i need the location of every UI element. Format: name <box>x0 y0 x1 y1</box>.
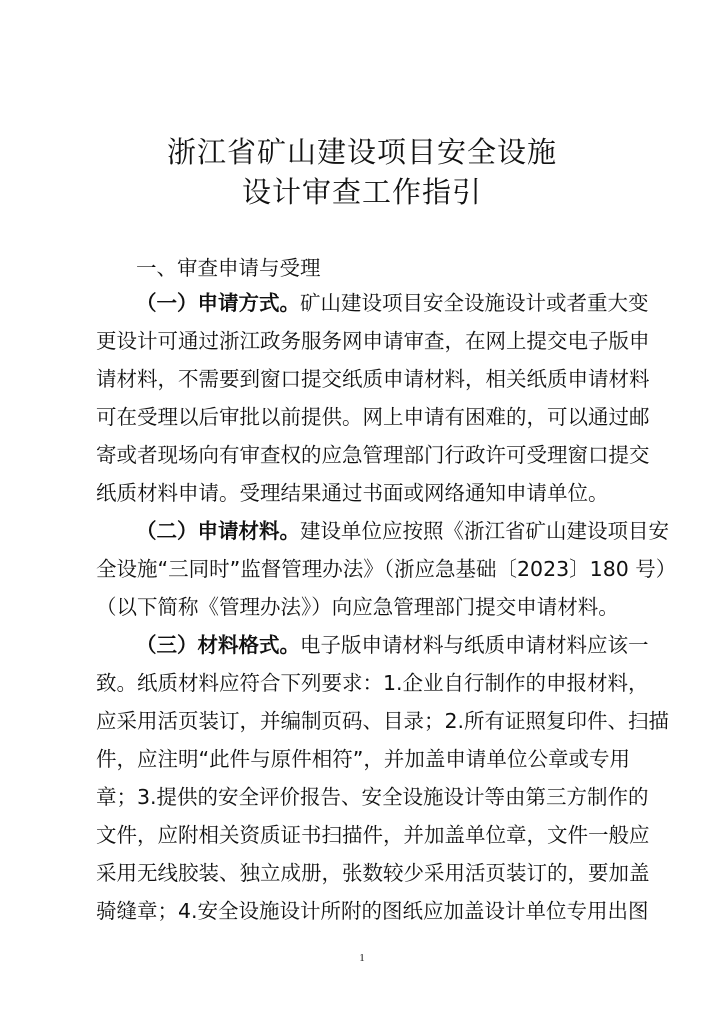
paragraph-line: 章；3.提供的安全评价报告、安全设施设计等由第三方制作的 <box>96 785 649 809</box>
document-title-line-1: 浙江省矿山建设项目安全设施 <box>166 135 557 169</box>
paragraph-line: 更设计可通过浙江政务服务网申请审查，在网上提交电子版申 <box>96 329 650 353</box>
paragraph-line: 致。纸质材料应符合下列要求：1.企业自行制作的申报材料， <box>96 671 649 695</box>
paragraph-line: 寄或者现场向有审查权的应急管理部门行政许可受理窗口提交 <box>96 443 650 467</box>
section-heading: 一、审查申请与受理 <box>136 256 321 280</box>
paragraph-text: 电子版申请材料与纸质申请材料应该一 <box>300 633 649 657</box>
paragraph-line: 骑缝章；4.安全设施设计所附的图纸应加盖设计单位专用出图 <box>96 899 649 923</box>
document-title-line-2: 设计审查工作指引 <box>241 175 482 209</box>
paragraph-label: （三）材料格式。 <box>136 633 300 657</box>
paragraph-line <box>136 632 649 658</box>
paragraph-line: 采用无线胶装、独立成册，张数较少采用活页装订的，要加盖 <box>96 861 650 885</box>
paragraph-label: （二）申请材料。 <box>136 519 300 543</box>
paragraph-text: 建设单位应按照《浙江省矿山建设项目安 <box>300 519 669 543</box>
paragraph-line <box>136 290 649 316</box>
paragraph-text: 矿山建设项目安全设施设计或者重大变 <box>300 291 649 315</box>
paragraph-line: 纸质材料申请。受理结果通过书面或网络通知申请单位。 <box>96 481 609 505</box>
paragraph-line: 应采用活页装订，并编制页码、目录；2.所有证照复印件、扫描 <box>96 709 670 733</box>
paragraph-line: 件，应注明“此件与原件相符”，并加盖申请单位公章或专用 <box>96 747 630 771</box>
paragraph-line: 全设施“三同时”监督管理办法》（浙应急基础〔2023〕180 号） <box>96 557 677 581</box>
page-number: 1 <box>359 952 365 964</box>
paragraph-line: 请材料，不需要到窗口提交纸质申请材料，相关纸质申请材料 <box>96 367 650 391</box>
paragraph-line: 可在受理以后审批以前提供。网上申请有困难的，可以通过邮 <box>96 405 650 429</box>
paragraph-line: 文件，应附相关资质证书扫描件，并加盖单位章，文件一般应 <box>96 823 650 847</box>
paragraph-line: （以下简称《管理办法》）向应急管理部门提交申请材料。 <box>96 595 619 619</box>
paragraph-label: （一）申请方式。 <box>136 291 300 315</box>
paragraph-line <box>136 518 669 544</box>
